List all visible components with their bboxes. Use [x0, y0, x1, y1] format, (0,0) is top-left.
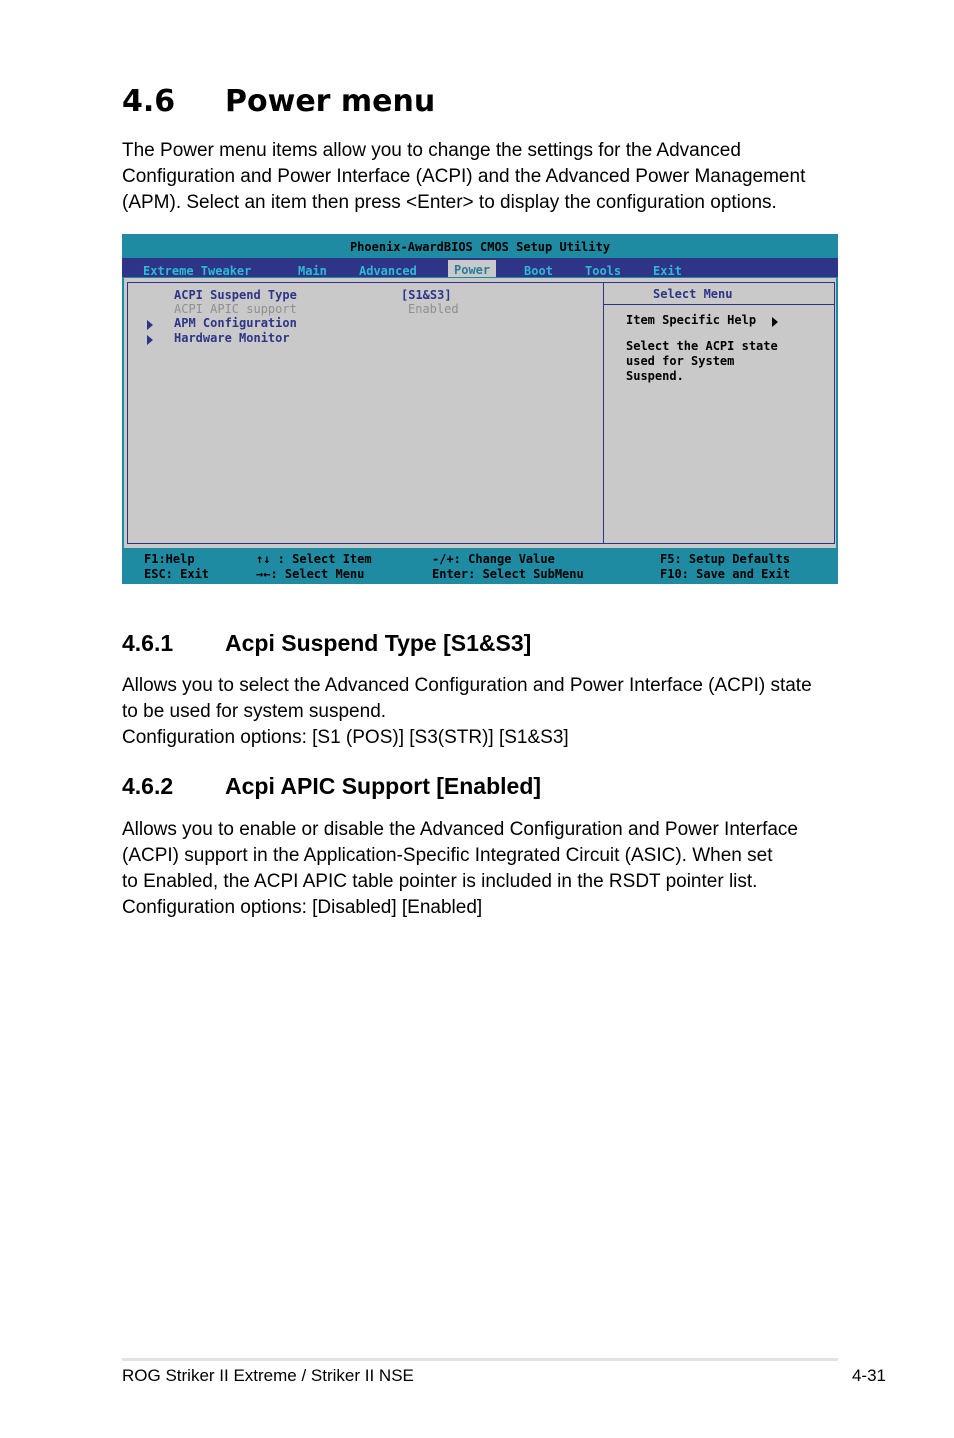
intro-line: (APM). Select an item then press <Enter> to display the configuration options. — [122, 192, 777, 213]
key-select-item: ↑↓ : Select Item — [256, 552, 372, 566]
bios-menubar — [122, 258, 838, 277]
intro-line: The Power menu items allow you to change the settings for the Advanced — [122, 140, 741, 161]
intro-line: Configuration and Power Interface (ACPI) and the Advanced Power Management — [122, 166, 806, 187]
subsection-title: Acpi Suspend Type [S1&S3] — [225, 630, 532, 656]
help-arrow-icon — [772, 317, 778, 327]
tab-extreme-tweaker[interactable]: Extreme Tweaker — [143, 264, 252, 278]
bios-main-panel — [124, 278, 836, 548]
body-line: (ACPI) support in the Application-Specific Integrated Circuit (ASIC). When set — [122, 845, 773, 866]
bios-screenshot — [122, 234, 838, 584]
body-line: Allows you to select the Advanced Configuration and Power Interface (ACPI) state — [122, 675, 812, 696]
body-line: to be used for system suspend. — [122, 701, 387, 722]
apm-configuration-item[interactable]: APM Configuration — [174, 316, 297, 330]
acpi-apic-support-value: Enabled — [408, 302, 459, 316]
key-f10-save-exit: F10: Save and Exit — [660, 567, 791, 581]
body-line: to Enabled, the ACPI APIC table pointer is included in the RSDT pointer list. — [122, 871, 758, 892]
key-select-submenu: Enter: Select SubMenu — [432, 567, 584, 581]
key-f1-help: F1:Help — [144, 552, 195, 566]
section-intro — [122, 138, 842, 216]
key-f5-defaults: F5: Setup Defaults — [660, 552, 791, 566]
key-select-menu: →←: Select Menu — [256, 567, 365, 581]
subsection-title: Acpi APIC Support [Enabled] — [225, 773, 542, 799]
tab-power[interactable]: Power — [448, 260, 496, 277]
item-help-text — [626, 339, 778, 384]
section-title: Power menu — [225, 84, 436, 119]
body-line: Configuration options: [S1 (POS)] [S3(STR)] [S1&S3] — [122, 727, 569, 748]
subsection-body — [122, 673, 842, 751]
hardware-monitor-item[interactable]: Hardware Monitor — [174, 331, 290, 345]
section-number: 4.6 — [122, 84, 176, 119]
help-line: Select the ACPI state — [626, 339, 778, 353]
tab-main[interactable]: Main — [298, 264, 327, 278]
subsection-number: 4.6.2 — [122, 773, 174, 799]
bios-help-panel — [603, 282, 835, 544]
acpi-suspend-type-value[interactable]: [S1&S3] — [401, 288, 452, 302]
section-heading — [122, 84, 435, 119]
footer-product-name: ROG Striker II Extreme / Striker II NSE — [122, 1366, 414, 1385]
item-help-title: Item Specific Help — [626, 313, 757, 327]
help-line: used for System — [626, 354, 735, 368]
submenu-arrow-icon — [147, 320, 153, 330]
subsection-number: 4.6.1 — [122, 630, 174, 656]
key-change-value: -/+: Change Value — [432, 552, 555, 566]
bios-title: Phoenix-AwardBIOS CMOS Setup Utility — [349, 240, 611, 254]
subsection-body — [122, 817, 842, 921]
acpi-suspend-type-label[interactable]: ACPI Suspend Type — [174, 288, 297, 302]
submenu-arrow-icon — [147, 335, 153, 345]
acpi-apic-support-label: ACPI APIC support — [174, 302, 297, 316]
tab-boot[interactable]: Boot — [524, 264, 553, 278]
page-number: 4-31 — [851, 1366, 886, 1385]
help-line: Suspend. — [626, 369, 684, 383]
tab-tools[interactable]: Tools — [585, 264, 622, 278]
subsection-heading — [122, 630, 531, 657]
select-menu-header: Select Menu — [604, 283, 834, 305]
tab-advanced[interactable]: Advanced — [359, 264, 417, 278]
subsection-heading — [122, 773, 541, 800]
key-esc-exit: ESC: Exit — [144, 567, 210, 581]
bios-settings-list — [127, 282, 604, 544]
bios-key-legend — [122, 550, 838, 584]
tab-exit[interactable]: Exit — [653, 264, 682, 278]
body-line: Configuration options: [Disabled] [Enabled] — [122, 897, 483, 918]
footer-divider — [122, 1358, 838, 1361]
body-line: Allows you to enable or disable the Advanced Configuration and Power Interface — [122, 819, 798, 840]
